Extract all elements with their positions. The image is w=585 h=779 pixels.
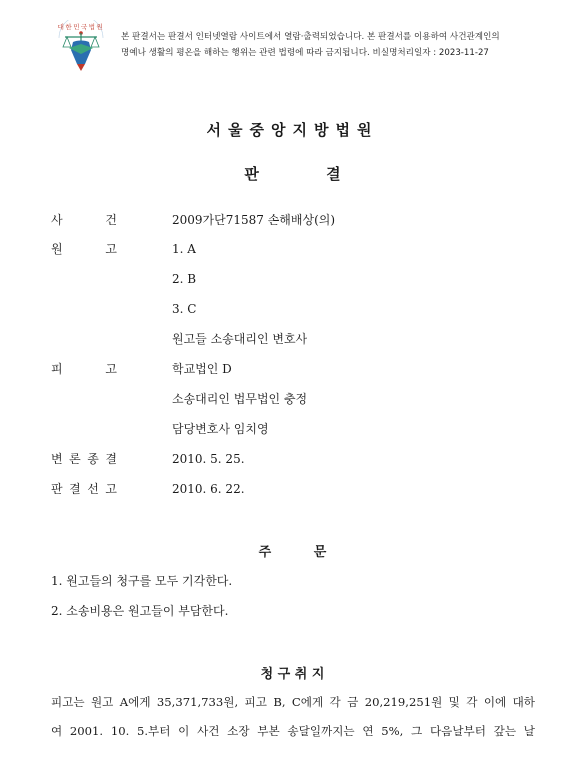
notice-line-2: 명예나 생활의 평온을 해하는 행위는 관련 법령에 따라 금지됩니다. 비실명처리일자 : 2023-11-27	[121, 48, 489, 58]
closing-label: 변 론 종 결	[51, 452, 117, 466]
court-emblem-icon	[51, 20, 111, 72]
ruling-date: 2010. 6. 22.	[172, 482, 245, 496]
case-value: 2009가단71587 손해배상(의)	[172, 213, 336, 227]
plaintiff-counsel: 원고들 소송대리인 변호사	[172, 332, 308, 346]
case-label: 사 건	[51, 213, 117, 227]
court-name: 서울중앙지방법원	[206, 121, 379, 139]
claim-title: 청 구 취 지	[260, 667, 325, 682]
plaintiff-1: 1. A	[172, 242, 196, 256]
ruling-label: 판 결 선 고	[51, 482, 117, 496]
closing-date: 2010. 5. 25.	[172, 452, 245, 466]
defendant-attorney: 담당변호사 임치영	[172, 422, 269, 436]
plaintiff-label: 원 고	[51, 242, 117, 256]
plaintiff-3: 3. C	[172, 302, 197, 316]
plaintiff-2: 2. B	[172, 272, 197, 286]
defendant-1: 학교법인 D	[172, 362, 232, 376]
order-item-1: 1. 원고들의 청구를 모두 기각한다.	[51, 574, 233, 588]
disclosure-notice	[121, 29, 581, 61]
claim-line-1: 피고는 원고 A에게 35,371,733원, 피고 B, C에게 각 금 20,219,251원 및 각 이에 대하	[51, 695, 535, 709]
svg-text:대한민국법원: 대한민국법원	[57, 23, 105, 31]
notice-line-1: 본 판결서는 판결서 인터넷열람 사이트에서 열람·출력되었습니다. 본 판결서를 이용하여 사건관계인의	[121, 32, 500, 42]
claim-line-2: 여 2001. 10. 5.부터 이 사건 소장 부본 송달일까지는 연 5%, 그 다음날부터 갚는 날	[51, 724, 535, 738]
page-header	[0, 0, 585, 80]
document-type: 판 결	[244, 165, 341, 183]
defendant-label: 피 고	[51, 362, 117, 376]
main-order-title: 주 문	[258, 545, 327, 560]
defendant-counsel: 소송대리인 법무법인 충정	[172, 392, 308, 406]
order-item-2: 2. 소송비용은 원고들이 부담한다.	[51, 604, 229, 618]
